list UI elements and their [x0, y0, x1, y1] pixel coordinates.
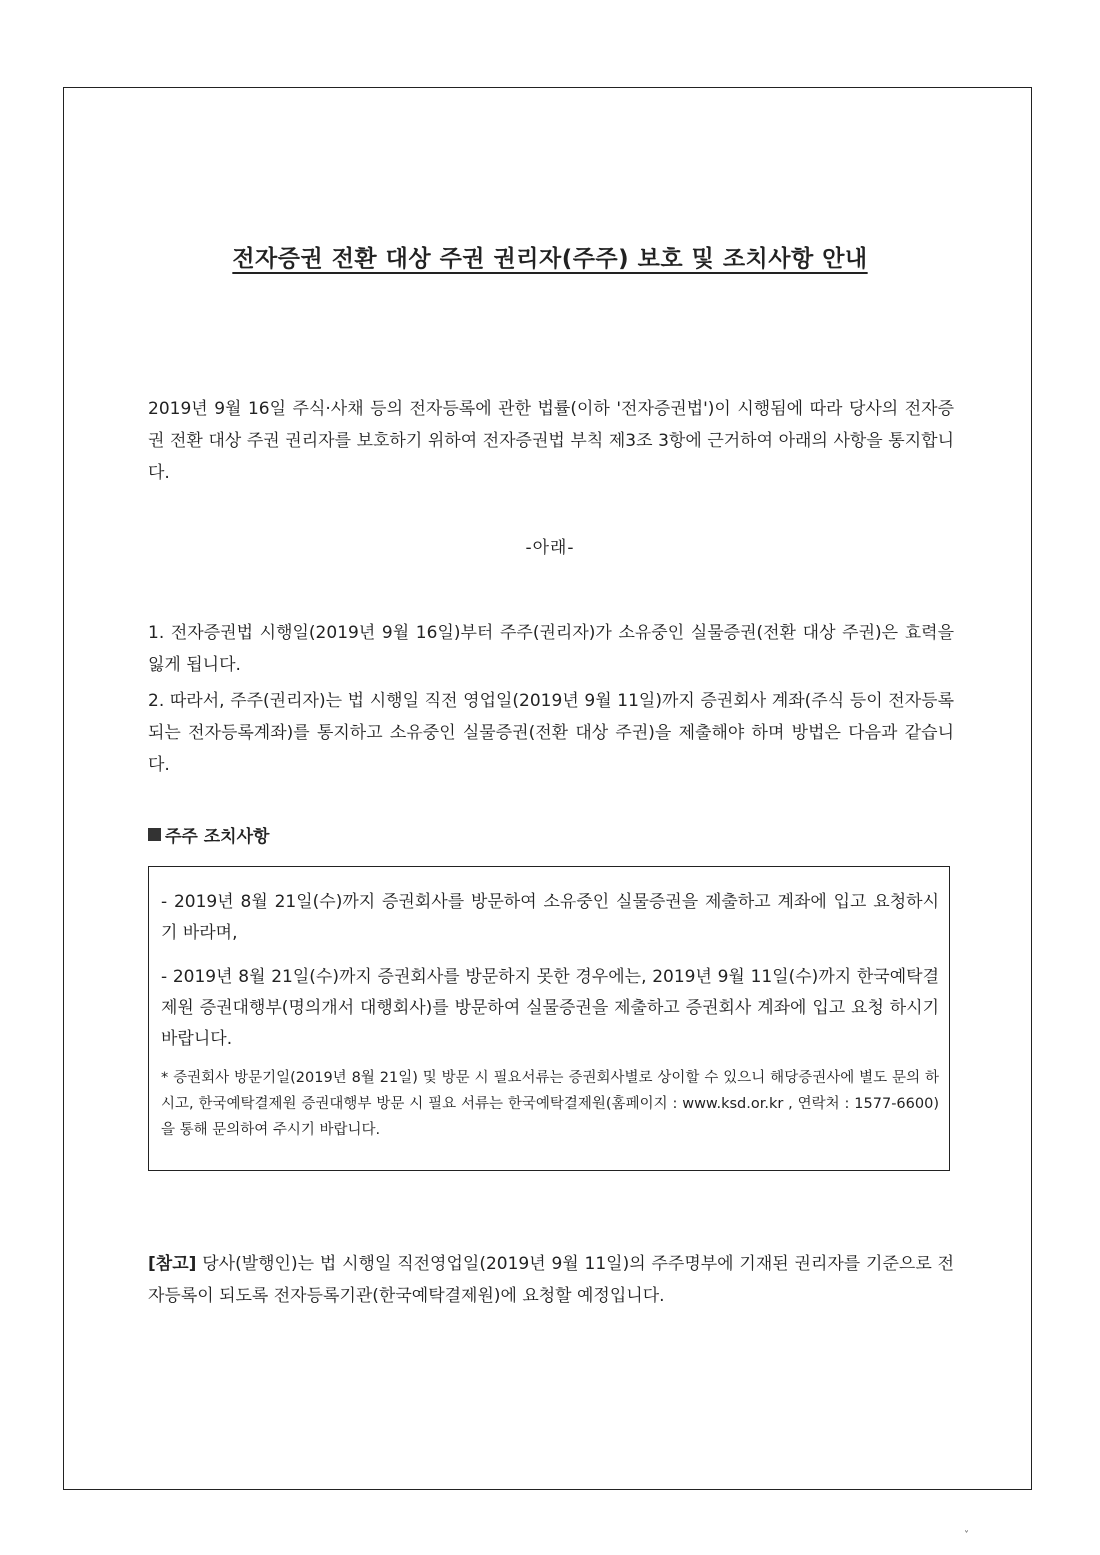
numbered-item-1: 1. 전자증권법 시행일(2019년 9월 16일)부터 주주(권리자)가 소유중인 실물증권(전환 대상 주권)은 효력을 잃게 됩니다. — [148, 623, 954, 675]
document-title — [0, 240, 1100, 273]
action-bullet-2: - 2019년 8월 21일(수)까지 증권회사를 방문하지 못한 경우에는, 2019년 9월 11일(수)까지 한국예탁결제원 증권대행부(명의개서 대행회사)를 방문하여 실물증권을 제출하고 증권회사 계좌에 입고 요청 하시기 바랍니다. — [161, 967, 939, 1049]
numbered-item-2: 2. 따라서, 주주(권리자)는 법 시행일 직전 영업일(2019년 9월 11일)까지 증권회사 계좌(주식 등이 전자등록되는 전자등록계좌)를 통지하고 소유중인 실물증권(전환 대상 주권)을 제출해야 하며 방법은 다음과 같습니다. — [148, 691, 954, 775]
action-bullet-1: - 2019년 8월 21일(수)까지 증권회사를 방문하여 소유중인 실물증권을 제출하고 계좌에 입고 요청하시기 바라며, — [161, 892, 939, 943]
document-title-text: 전자증권 전환 대상 주권 권리자(주주) 보호 및 조치사항 안내 — [232, 246, 868, 272]
section-heading-text: 주주 조치사항 — [165, 827, 270, 847]
intro-paragraph: 2019년 9월 16일 주식·사채 등의 전자등록에 관한 법률(이하 '전자증권법')이 시행됨에 따라 당사의 전자증권 전환 대상 주권 권리자를 보호하기 위하여 전자증권법 부칙 제3조 3항에 근거하여 아래의 사항을 통지합니다. — [148, 399, 954, 483]
action-items-box — [148, 866, 950, 1171]
notice-separator: -아래- — [525, 538, 575, 558]
section-heading — [148, 822, 269, 847]
corner-mark: ˅ — [964, 1530, 969, 1541]
reference-label: [참고] — [148, 1254, 197, 1274]
reference-paragraph — [148, 1248, 954, 1312]
black-square-icon — [148, 828, 161, 841]
footnote: * 증권회사 방문기일(2019년 8월 21일) 및 방문 시 필요서류는 증권회사별로 상이할 수 있으니 해당증권사에 별도 문의 하시고, 한국예탁결제원 증권대행부 방문 시 필요 서류는 한국예탁결제원(홈페이지 : www.ksd.or.kr , 연락처 : 1577-6600)을 통해 문의하여 주시기 바랍니다. — [161, 1070, 939, 1138]
reference-text: 당사(발행인)는 법 시행일 직전영업일(2019년 9월 11일)의 주주명부에 기재된 권리자를 기준으로 전자등록이 되도록 전자등록기관(한국예탁결제원)에 요청할 예정입니다. — [148, 1254, 954, 1306]
